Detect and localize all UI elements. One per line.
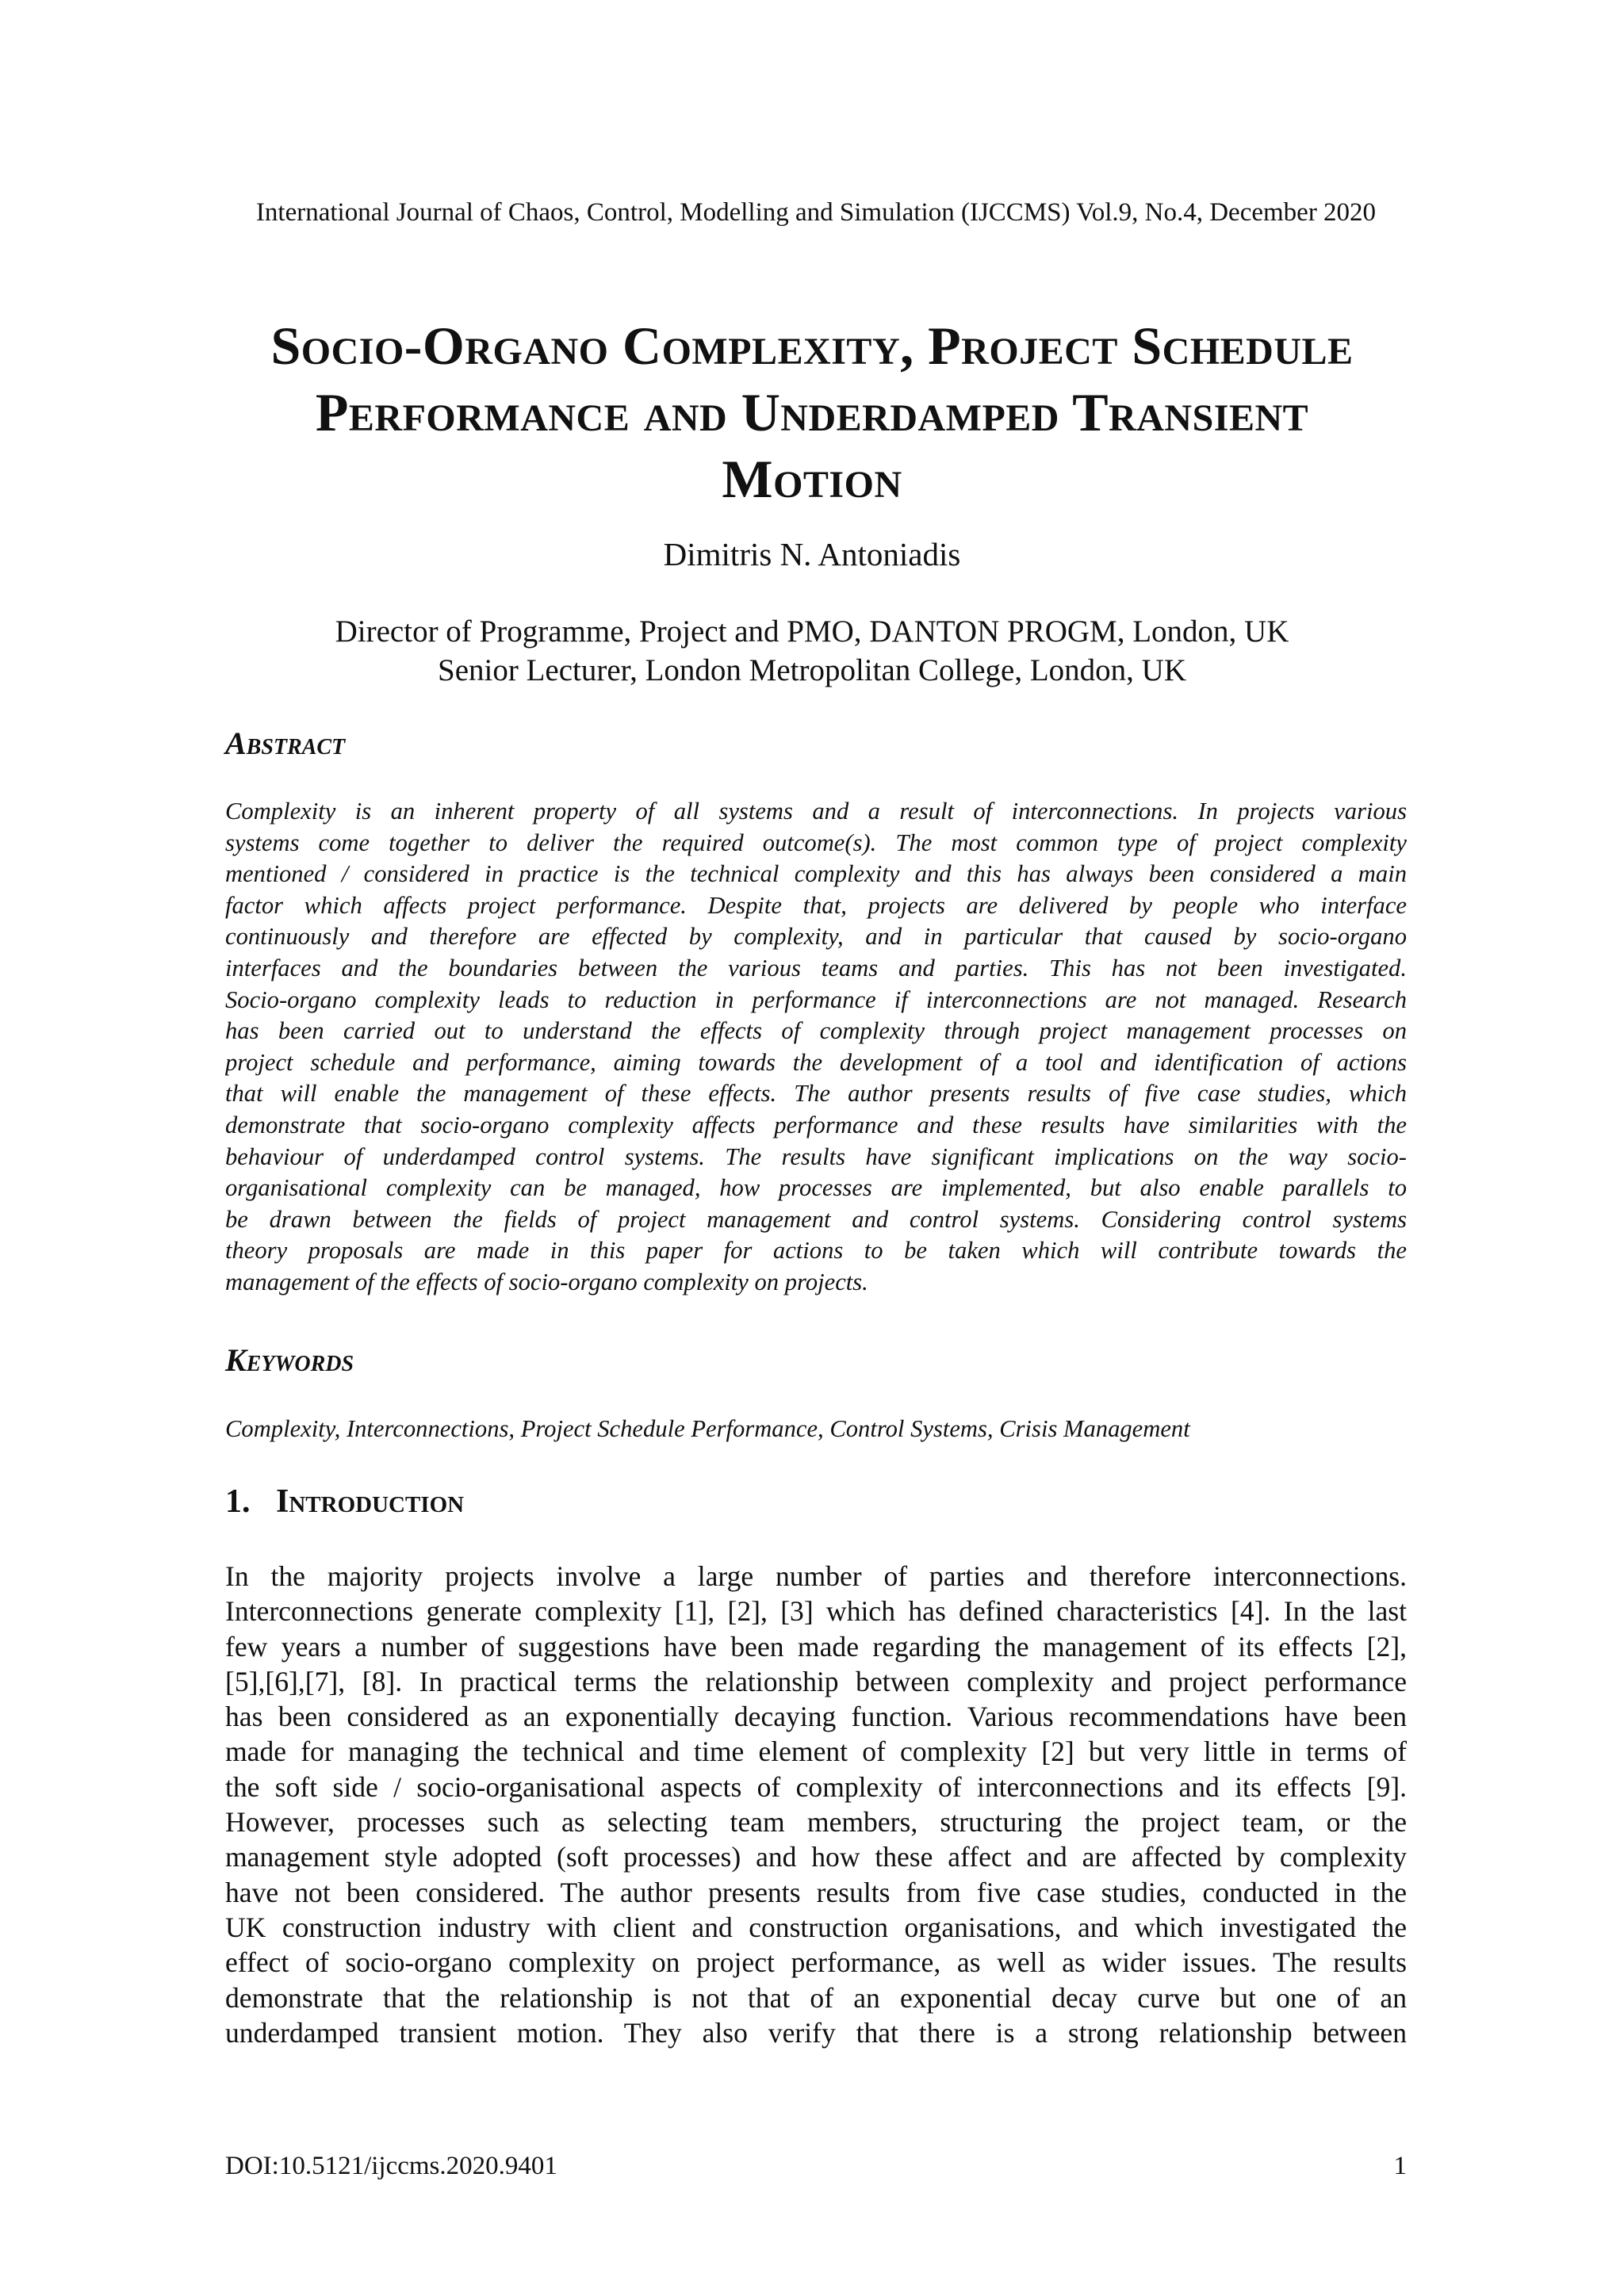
keywords-text: Complexity, Interconnections, Project Schedule Performance, Control Systems, Crisis Management bbox=[225, 1415, 1190, 1442]
author-name: Dimitris N. Antoniadis bbox=[663, 536, 961, 572]
affiliation-line: Senior Lecturer, London Metropolitan College, London, UK bbox=[438, 653, 1186, 687]
abstract-line: interfaces and the boundaries between the various teams and parties. This has not been investigated. bbox=[225, 954, 1407, 982]
page-number: 1 bbox=[1393, 2152, 1407, 2180]
abstract-line: that will enable the management of these effects. The author presents results of five case studies, which bbox=[225, 1080, 1407, 1108]
title-line: Socio-Organo Complexity, Project Schedule bbox=[270, 316, 1354, 376]
title-line: Motion bbox=[722, 449, 902, 509]
abstract-line: systems come together to deliver the required outcome(s). The most common type of project complexity bbox=[225, 828, 1407, 856]
abstract-line: management of the effects of socio-organo complexity on projects. bbox=[225, 1268, 868, 1295]
paper-title bbox=[201, 312, 1423, 512]
abstract-heading: Abstract bbox=[225, 725, 346, 761]
body-line: underdamped transient motion. They also verify that there is a strong relationship between bbox=[225, 2016, 1407, 2049]
abstract-line: theory proposals are made in this paper for actions to be taken which will contribute towards the bbox=[225, 1237, 1407, 1265]
title-line: Performance and Underdamped Transient bbox=[315, 382, 1309, 442]
abstract-line: continuously and therefore are effected by complexity, and in particular that caused by socio-organo bbox=[225, 923, 1407, 951]
body-line: [5],[6],[7], [8]. In practical terms the relationship between complexity and project performance bbox=[225, 1665, 1407, 1697]
body-line: made for managing the technical and time element of complexity [2] but very little in terms of bbox=[225, 1735, 1407, 1768]
abstract-line: Socio-organo complexity leads to reduction in performance if interconnections are not managed. Research bbox=[225, 985, 1407, 1013]
body-line: UK construction industry with client and construction organisations, and which investigated the bbox=[225, 1911, 1407, 1943]
abstract-line: has been carried out to understand the effects of complexity through project management processes on bbox=[225, 1017, 1407, 1045]
abstract-line: demonstrate that socio-organo complexity affects performance and these results have similarities with the bbox=[225, 1111, 1407, 1138]
abstract-line: Complexity is an inherent property of all systems and a result of interconnections. In projects various bbox=[225, 798, 1407, 825]
body-line: has been considered as an exponentially decaying function. Various recommendations have been bbox=[225, 1701, 1407, 1733]
body-line: However, processes such as selecting team members, structuring the project team, or the bbox=[225, 1806, 1407, 1839]
abstract-line: organisational complexity can be managed, how processes are implemented, but also enable parallels to bbox=[225, 1174, 1407, 1202]
introduction-heading bbox=[225, 1481, 464, 1522]
body-line: have not been considered. The author presents results from five case studies, conducted in the bbox=[225, 1876, 1407, 1908]
abstract-line: project schedule and performance, aiming towards the development of a tool and identification of actions bbox=[225, 1048, 1407, 1076]
abstract-body bbox=[225, 796, 1407, 1299]
abstract-line: mentioned / considered in practice is the technical complexity and this has always been considered a main bbox=[225, 860, 1407, 888]
section-number: 1. bbox=[225, 1483, 251, 1520]
body-line: the soft side / socio-organisational aspects of complexity of interconnections and its effects [9]. bbox=[225, 1770, 1407, 1803]
body-line: effect of socio-organo complexity on project performance, as well as wider issues. The results bbox=[225, 1946, 1407, 1979]
keywords-heading: Keywords bbox=[225, 1342, 354, 1378]
abstract-line: behaviour of underdamped control systems. The results have significant implications on the way socio- bbox=[225, 1142, 1407, 1170]
affiliation-line: Director of Programme, Project and PMO, DANTON PROGM, London, UK bbox=[335, 614, 1289, 649]
section-title: Introduction bbox=[276, 1483, 465, 1520]
doi-footer: DOI:10.5121/ijccms.2020.9401 bbox=[225, 2152, 557, 2180]
body-line: few years a number of suggestions have been made regarding the management of its effects [2], bbox=[225, 1630, 1407, 1663]
running-header: International Journal of Chaos, Control, Modelling and Simulation (IJCCMS) Vol.9, No.4, December 2020 bbox=[255, 198, 1377, 227]
body-line: In the majority projects involve a large number of parties and therefore interconnections. bbox=[225, 1560, 1407, 1592]
introduction-body bbox=[225, 1559, 1407, 2050]
author-affiliations bbox=[201, 612, 1423, 690]
abstract-line: be drawn between the fields of project management and control systems. Considering control systems bbox=[225, 1205, 1407, 1233]
body-line: demonstrate that the relationship is not that of an exponential decay curve but one of an bbox=[225, 1981, 1407, 2014]
abstract-line: factor which affects project performance. Despite that, projects are delivered by people who interface bbox=[225, 891, 1407, 919]
body-line: management style adopted (soft processes) and how these affect and are affected by complexity bbox=[225, 1841, 1407, 1873]
body-line: Interconnections generate complexity [1], [2], [3] which has defined characteristics [4]. In the last bbox=[225, 1595, 1407, 1628]
